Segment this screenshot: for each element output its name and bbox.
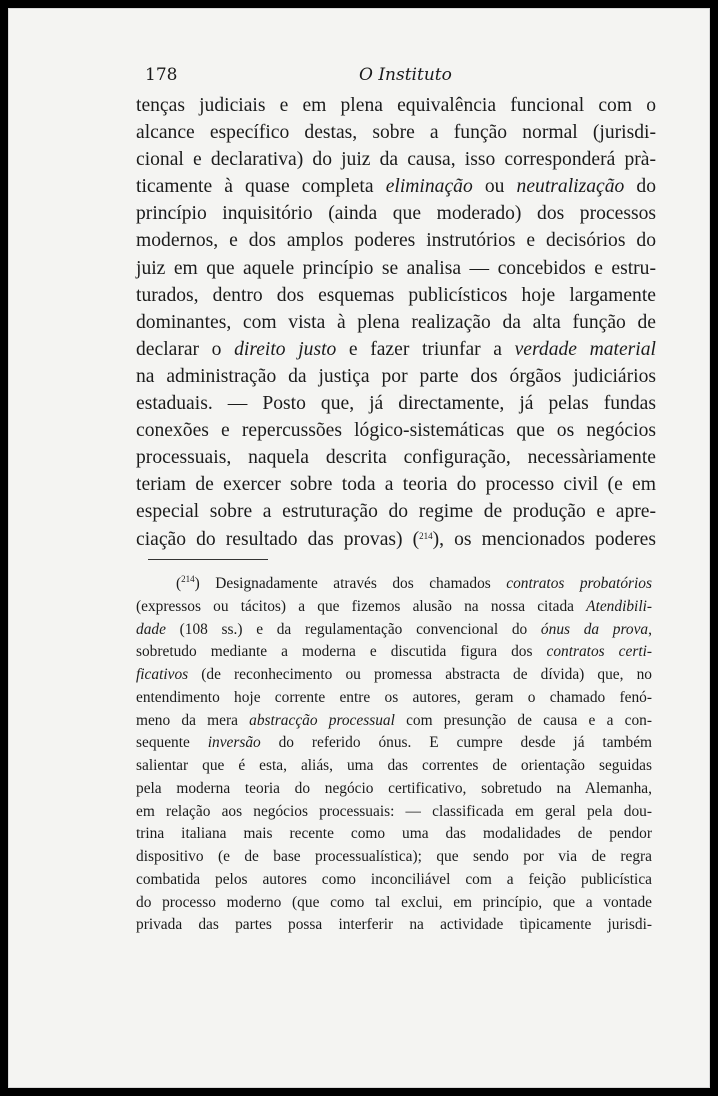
footnote-line: [136, 573, 652, 596]
text-run: abstracção processual: [249, 711, 395, 729]
text-run: com presunção de causa e a con-: [394, 711, 652, 729]
body-line: tenças judiciais e em plena equivalência funcional com o: [136, 95, 656, 116]
text-run: do: [624, 176, 657, 198]
text-run: ou: [472, 176, 517, 198]
footnote-line: [136, 664, 652, 687]
text-run: (de reconhecimento ou promessa abstracta de dívida) que, no: [188, 666, 652, 683]
body-line: [136, 526, 656, 553]
text-run: sequente: [136, 734, 208, 752]
body-line: alcance específico destas, sobre a função normal (jurisdi-: [136, 122, 656, 144]
text-run: neutralização: [516, 176, 625, 198]
text-run: ) Designadamente através dos chamados: [194, 575, 507, 592]
text-run: dade: [136, 620, 166, 638]
text-run: (108 ss.) e da regulamentação convencional do: [165, 620, 541, 638]
footnote-line: do processo moderno (que como tal exclui, em princípio, que a vontade: [136, 893, 652, 911]
body-line: princípio inquisitório (ainda que moderado) dos processos: [136, 203, 656, 225]
text-run: ónus da prova: [540, 620, 649, 638]
text-run: verdade material: [514, 338, 656, 360]
footnote-line: [136, 619, 652, 642]
text-run: (expressos ou tácitos) a que fizemos alusão na nossa citada: [136, 597, 587, 615]
footnote-line: [136, 641, 652, 664]
text-run: sobretudo mediante a moderna e discutida figura dos: [136, 643, 547, 661]
text-run: Atendibili-: [586, 597, 652, 615]
text-run: direito justo: [234, 338, 337, 360]
text-run: meno da mera: [136, 711, 250, 729]
page-number: 178: [145, 65, 178, 85]
text-run: ), os mencionados poderes: [432, 528, 657, 550]
footnote-marker: 214: [419, 530, 433, 541]
body-line: teriam de exercer sobre toda a teoria do processo civil (e em: [136, 474, 656, 496]
text-run: inversão: [207, 734, 261, 752]
body-line: cional e declarativa) do juiz da causa, isso corresponderá prà-: [136, 149, 656, 171]
footnote-line: pela moderna teoria do negócio certificativo, sobretudo na Alemanha,: [136, 779, 652, 797]
footnote-line: salientar que é esta, aliás, uma das correntes de orientação seguidas: [136, 757, 652, 774]
text-run: ticamente à quase completa: [136, 176, 386, 198]
footnote-line: combatida pelos autores como inconciliável com a feição publicística: [136, 870, 652, 888]
body-line: modernos, e dos amplos poderes instrutórios e decisórios do: [136, 230, 656, 252]
body-line: na administração da justiça por parte dos órgãos judiciários: [136, 365, 656, 387]
footnote-line: privada das partes possa interferir na actividade tìpicamente jurisdi-: [136, 916, 652, 934]
text-run: declarar o: [136, 338, 235, 360]
body-line: juiz em que aquele princípio se analisa — concebidos e estru-: [136, 257, 656, 279]
text-run: ciação do resultado das provas) (: [136, 528, 420, 550]
footnote-line: dispositivo (e de base processualística); que sendo por via de regra: [136, 848, 652, 865]
body-line: conexões e repercussões lógico-sistemáticas que os negócios: [136, 420, 656, 442]
body-line: processuais, naquela descrita configuração, necessàriamente: [136, 447, 656, 469]
footnote-marker: 214: [181, 574, 195, 584]
body-line: turados, dentro dos esquemas publicísticos hoje largamente: [136, 284, 656, 306]
body-line: estaduais. — Posto que, já directamente, já pelas fundas: [136, 393, 656, 415]
text-run: contratos certi-: [546, 643, 652, 661]
footnote-line: em relação aos negócios processuais: — classificada em geral pela dou-: [136, 802, 652, 820]
text-run: ficativos: [136, 666, 189, 683]
page-header: [145, 65, 665, 95]
text-run: contratos probatórios: [506, 575, 652, 592]
running-title: O Instituto: [359, 65, 452, 85]
text-run: do referido ónus. E cumpre desde já também: [260, 734, 652, 752]
body-line: dominantes, com vista à plena realização da alta função de: [136, 311, 656, 333]
body-line: [136, 336, 656, 363]
footnote-line: [136, 710, 652, 733]
footnote-214: [136, 573, 652, 937]
footnote-line: [136, 596, 652, 619]
text-run: (: [176, 575, 182, 592]
text-run: eliminação: [385, 176, 473, 198]
footnote-line: entendimento hoje corrente entre os autores, geram o chamado fenó-: [136, 688, 652, 706]
body-line: [136, 173, 656, 200]
text-run: ,: [648, 620, 652, 638]
footnote-separator: [148, 559, 268, 560]
body-line: especial sobre a estruturação do regime de produção e apre-: [136, 501, 656, 523]
body-text: [136, 92, 656, 553]
footnote-line: trina italiana mais recente como uma das modalidades de pendor: [136, 825, 652, 843]
footnote-line: [136, 732, 652, 755]
text-run: e fazer triunfar a: [336, 338, 515, 360]
